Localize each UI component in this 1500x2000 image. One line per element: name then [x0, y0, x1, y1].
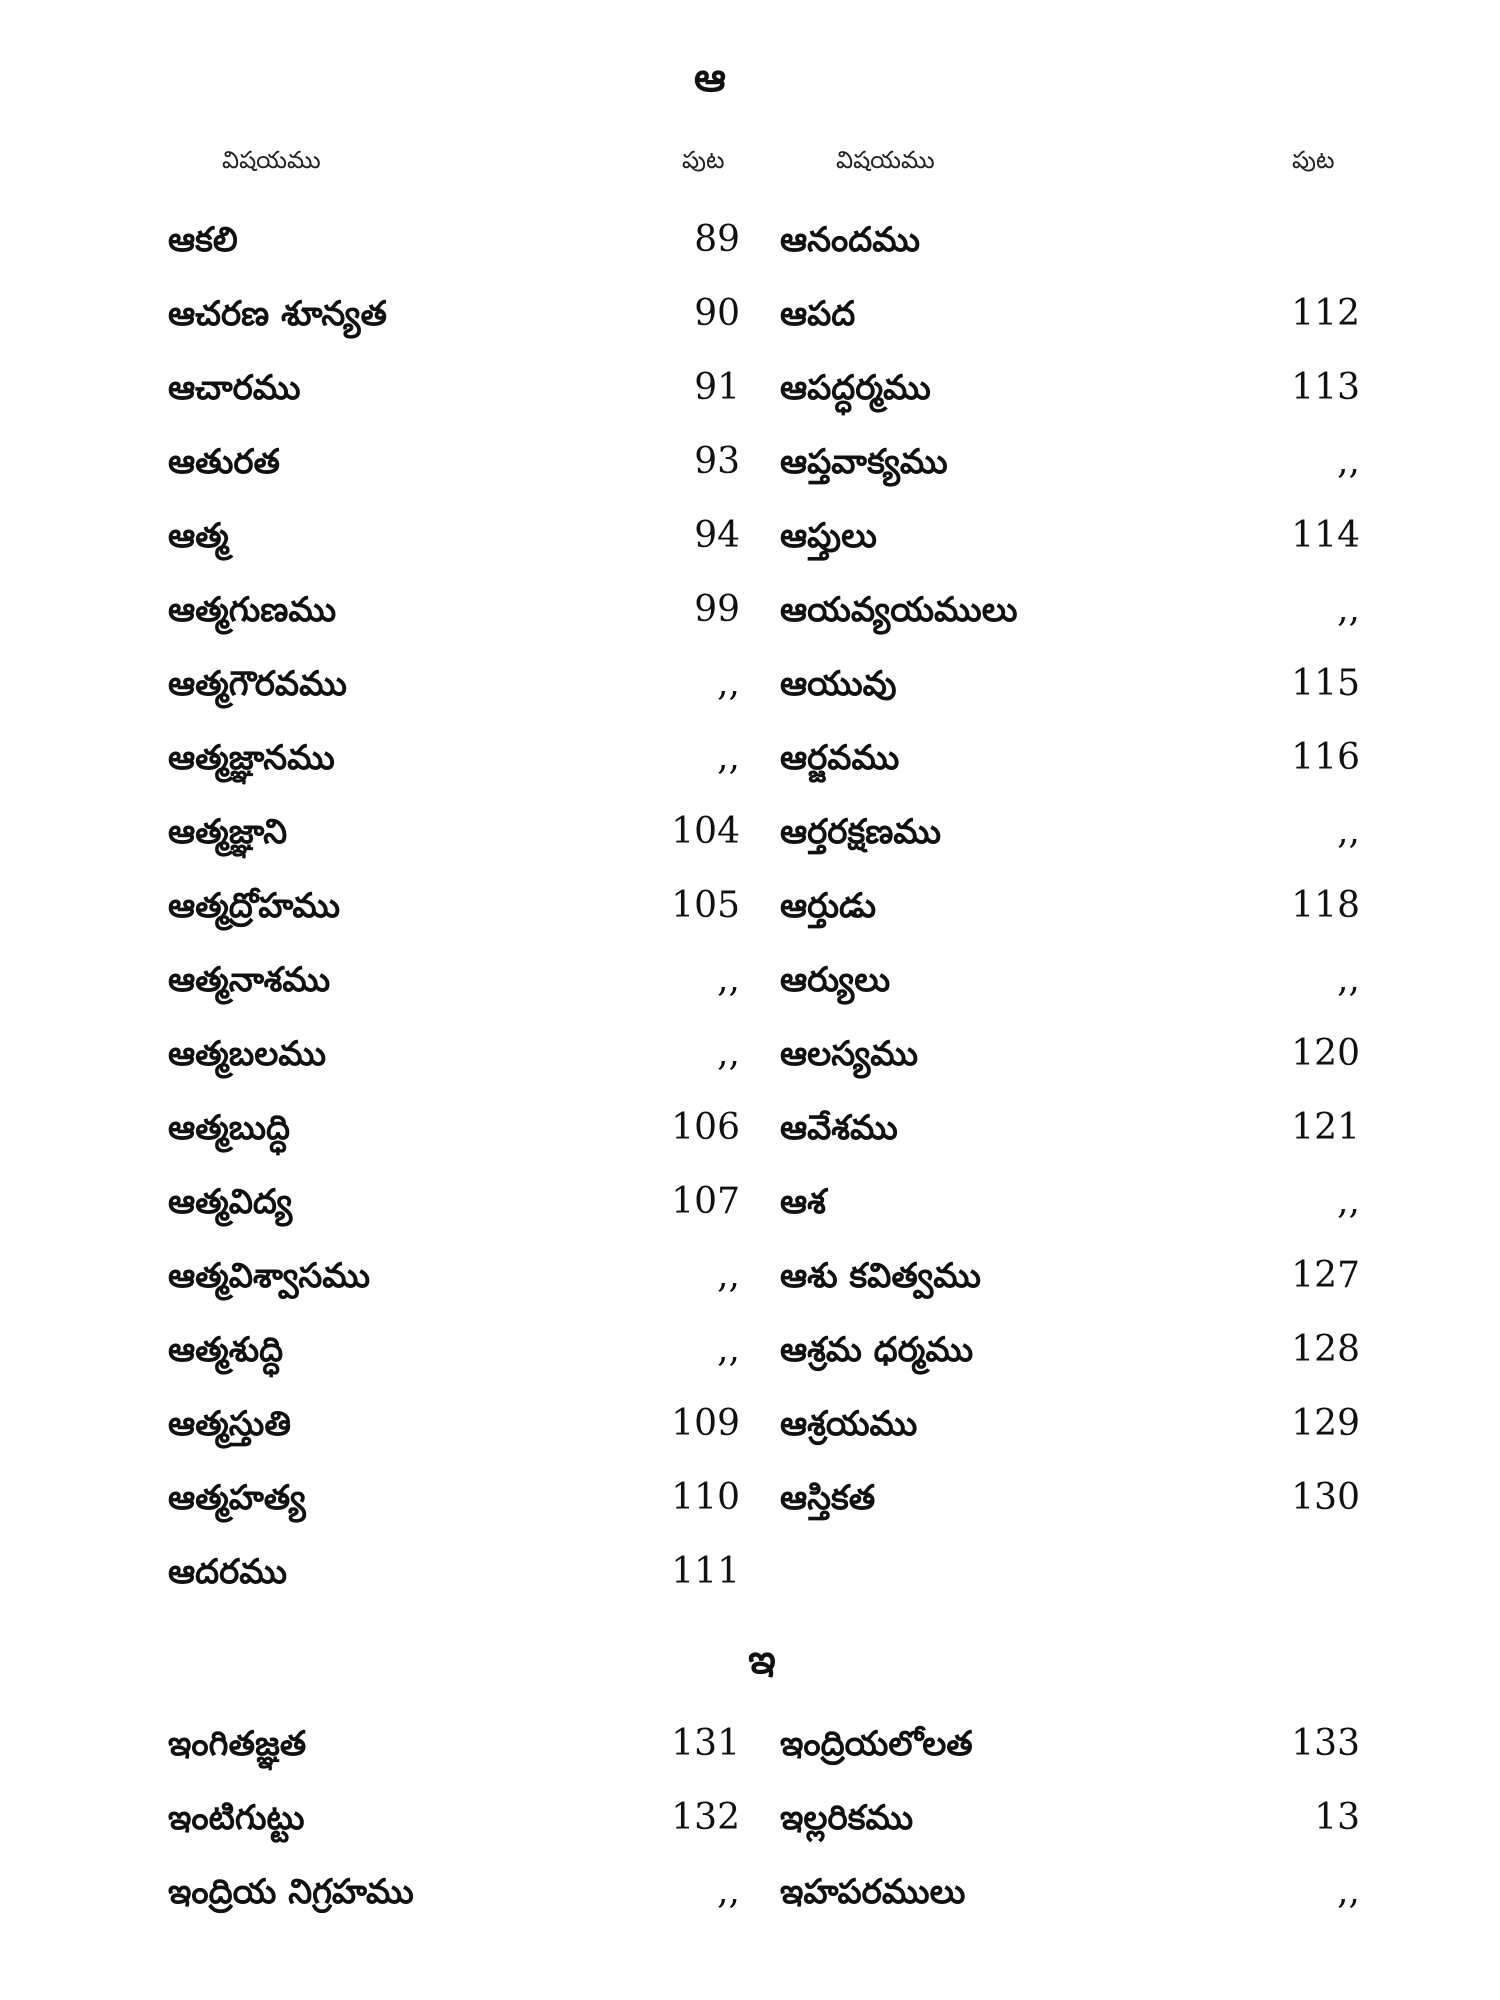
index-row — [0, 1714, 1500, 1774]
column-header-page-left: పుట — [682, 146, 725, 174]
entry-subject-right: ఆశ — [780, 1182, 826, 1222]
entry-page-left: ,, — [717, 663, 740, 704]
entry-page-left: ,, — [717, 1255, 740, 1296]
index-row — [0, 1320, 1500, 1380]
entry-page-left: 93 — [694, 441, 740, 482]
entry-page-right: 128 — [1291, 1329, 1360, 1370]
index-row — [0, 1024, 1500, 1084]
index-row — [0, 1788, 1500, 1848]
entry-subject-right: ఆశు కవిత్వము — [780, 1256, 981, 1296]
entry-page-left: ,, — [717, 1329, 740, 1370]
entry-subject-left: ఇంటిగుట్టు — [168, 1798, 305, 1838]
entry-page-left: ,, — [717, 1871, 740, 1912]
entry-page-left: 110 — [671, 1477, 740, 1518]
entry-subject-right: ఆవేశము — [780, 1108, 898, 1148]
entry-page-left: 91 — [694, 367, 740, 408]
entry-subject-left: ఇంగితజ్ఞత — [168, 1724, 307, 1764]
entry-page-right: ,, — [1337, 441, 1360, 482]
entry-page-left: 131 — [671, 1723, 740, 1764]
index-row — [0, 580, 1500, 640]
entry-subject-right: ఆయువు — [780, 664, 897, 704]
entry-subject-right: ఆర్జవము — [780, 738, 900, 778]
index-row — [0, 1862, 1500, 1922]
entry-subject-right: ఆశ్రమ ధర్మము — [780, 1330, 974, 1370]
entry-page-right: 129 — [1291, 1403, 1360, 1444]
entry-page-right: 13 — [1314, 1797, 1360, 1838]
entry-page-right: 112 — [1291, 293, 1360, 334]
entry-subject-right: ఆర్తరక్షణము — [780, 812, 942, 852]
entry-page-left: ,, — [717, 737, 740, 778]
entry-subject-left: ఇంద్రియ నిగ్రహము — [168, 1872, 414, 1912]
entry-subject-right: ఆపద — [780, 294, 856, 334]
index-row — [0, 358, 1500, 418]
entry-subject-right: ఆర్యులు — [780, 960, 891, 1000]
entry-page-left: 106 — [671, 1107, 740, 1148]
index-row — [0, 1394, 1500, 1454]
entry-subject-left: ఆత్మద్రోహము — [168, 886, 341, 926]
entry-subject-left: ఆత్మహత్య — [168, 1478, 306, 1518]
entry-subject-left: ఆత్మగౌరవము — [168, 664, 347, 704]
entry-page-left: 105 — [671, 885, 740, 926]
entry-page-right: 120 — [1291, 1033, 1360, 1074]
entry-subject-right: ఆప్తవాక్యము — [780, 442, 948, 482]
entry-subject-right: ఆస్తికత — [780, 1478, 876, 1518]
index-row — [0, 950, 1500, 1010]
entry-subject-left: ఆత్మబలము — [168, 1034, 327, 1074]
entry-page-left: 132 — [671, 1797, 740, 1838]
entry-subject-right: ఆర్తుడు — [780, 886, 876, 926]
entry-page-left: ,, — [717, 959, 740, 1000]
index-row — [0, 1246, 1500, 1306]
entry-page-left: ,, — [717, 1033, 740, 1074]
entry-page-right: 130 — [1291, 1477, 1360, 1518]
entry-subject-left: ఆదరము — [168, 1552, 288, 1592]
entry-page-left: 89 — [694, 219, 740, 260]
entry-subject-right: ఆనందము — [780, 220, 920, 260]
section-heading-i: ఇ — [748, 1637, 776, 1683]
entry-subject-right: ఇల్లరికము — [780, 1798, 914, 1838]
entry-subject-left: ఆతురత — [168, 442, 280, 482]
entry-subject-right: ఇహపరములు — [780, 1872, 966, 1912]
entry-page-right: 116 — [1291, 737, 1360, 778]
index-row — [0, 728, 1500, 788]
index-row — [0, 432, 1500, 492]
index-row — [0, 1468, 1500, 1528]
entry-page-left: 111 — [671, 1551, 740, 1592]
entry-subject-right: ఆశ్రయము — [780, 1404, 918, 1444]
entry-page-right: 118 — [1291, 885, 1360, 926]
entry-page-right: 127 — [1291, 1255, 1360, 1296]
column-header-page-right: పుట — [1292, 146, 1335, 174]
index-row — [0, 284, 1500, 344]
entry-subject-left: ఆత్మనాశము — [168, 960, 331, 1000]
column-header-subject-right: విషయము — [836, 146, 935, 174]
entry-page-left: 99 — [694, 589, 740, 630]
entry-page-left: 94 — [694, 515, 740, 556]
entry-page-right: ,, — [1337, 1871, 1360, 1912]
entry-subject-left: ఆత్మ — [168, 516, 229, 556]
entry-page-left: 107 — [671, 1181, 740, 1222]
entry-subject-right: ఆప్తులు — [780, 516, 877, 556]
entry-subject-left: ఆత్మజ్ఞానము — [168, 738, 335, 778]
entry-subject-left: ఆత్మబుద్ధి — [168, 1108, 290, 1148]
entry-subject-left: ఆత్మగుణము — [168, 590, 337, 630]
entry-page-right: ,, — [1337, 811, 1360, 852]
index-row — [0, 1098, 1500, 1158]
entry-subject-left: ఆత్మవిశ్వాసము — [168, 1256, 371, 1296]
entry-subject-left: ఆకలి — [168, 220, 238, 260]
section-heading-aa: ఆ — [694, 55, 726, 101]
entry-page-left: 109 — [671, 1403, 740, 1444]
entry-page-left: 90 — [694, 293, 740, 334]
entry-subject-left: ఆత్మశుద్ధి — [168, 1330, 284, 1370]
entry-page-right: 115 — [1291, 663, 1360, 704]
entry-subject-left: ఆత్మజ్ఞాని — [168, 812, 288, 852]
index-row — [0, 876, 1500, 936]
entry-subject-right: ఆపద్ధర్మము — [780, 368, 931, 408]
entry-page-right: 121 — [1291, 1107, 1360, 1148]
entry-subject-right: ఆయవ్యయములు — [780, 590, 1018, 630]
entry-subject-right: ఆలస్యము — [780, 1034, 919, 1074]
entry-subject-left: ఆత్మస్తుతి — [168, 1404, 291, 1444]
entry-page-right: ,, — [1337, 1181, 1360, 1222]
entry-page-right: 133 — [1291, 1723, 1360, 1764]
index-row — [0, 506, 1500, 566]
entry-page-left: 104 — [671, 811, 740, 852]
entry-page-right: ,, — [1337, 589, 1360, 630]
entry-subject-left: ఆచారము — [168, 368, 301, 408]
index-row — [0, 654, 1500, 714]
entry-page-right: 114 — [1291, 515, 1360, 556]
index-row — [0, 1172, 1500, 1232]
entry-page-right: 113 — [1291, 367, 1360, 408]
index-row — [0, 1542, 1500, 1602]
index-row — [0, 210, 1500, 270]
entry-subject-right: ఇంద్రియలోలత — [780, 1724, 973, 1764]
index-row — [0, 802, 1500, 862]
entry-subject-left: ఆచరణ శూన్యత — [168, 294, 387, 334]
entry-subject-left: ఆత్మవిద్య — [168, 1182, 293, 1222]
column-header-subject-left: విషయము — [222, 146, 321, 174]
entry-page-right: ,, — [1337, 959, 1360, 1000]
